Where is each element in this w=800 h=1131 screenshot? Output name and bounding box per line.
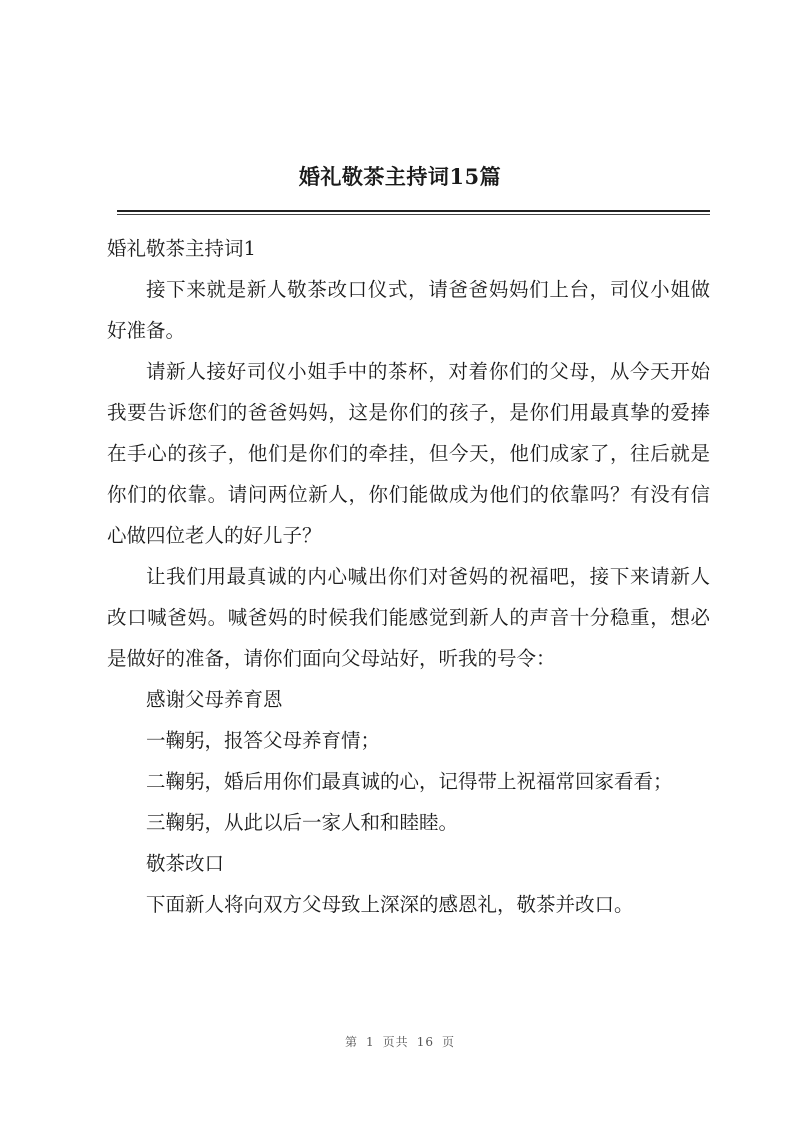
page-footer — [0, 1033, 800, 1050]
paragraph: 三鞠躬，从此以后一家人和和睦睦。 — [146, 811, 459, 834]
title-divider — [117, 210, 710, 212]
paragraph: 让我们用最真诚的内心喊出你们对爸妈的祝福吧，接下来请新人改口喊爸妈。喊爸妈的时候我们能感觉到新人的声音十分稳重，想必是做好的准备，请你们面向父母站好，听我的号令： — [107, 565, 710, 670]
document-title: 婚礼敬茶主持词15篇 — [298, 164, 502, 189]
footer-suffix: 页 — [441, 1035, 455, 1049]
paragraph: 一鞠躬，报答父母养育情； — [146, 729, 381, 752]
footer-total-pages: 16 — [416, 1035, 434, 1049]
paragraph: 感谢父母养育恩 — [146, 688, 283, 711]
footer-middle: 页共 — [382, 1035, 409, 1049]
section-heading: 婚礼敬茶主持词1 — [107, 237, 256, 260]
footer-page-number: 1 — [366, 1035, 375, 1049]
paragraph: 请新人接好司仪小姐手中的茶杯，对着你们的父母，从今天开始我要告诉您们的爸爸妈妈，这是你们的孩子，是你们用最真挚的爱捧在手心的孩子，他们是你们的牵挂，但今天，他们成家了，往后就是你们的依靠。请问两位新人，你们能做成为他们的依靠吗？有没有信心做四位老人的好儿子？ — [107, 360, 710, 547]
document-body — [107, 228, 710, 925]
footer-prefix: 第 — [345, 1035, 359, 1049]
paragraph: 接下来就是新人敬茶改口仪式，请爸爸妈妈们上台，司仪小姐做好准备。 — [107, 278, 710, 342]
paragraph: 下面新人将向双方父母致上深深的感恩礼，敬茶并改口。 — [146, 893, 634, 916]
paragraph: 敬茶改口 — [146, 852, 225, 875]
paragraph: 二鞠躬，婚后用你们最真诚的心，记得带上祝福常回家看看； — [146, 770, 673, 793]
title-divider-thin — [117, 214, 710, 215]
